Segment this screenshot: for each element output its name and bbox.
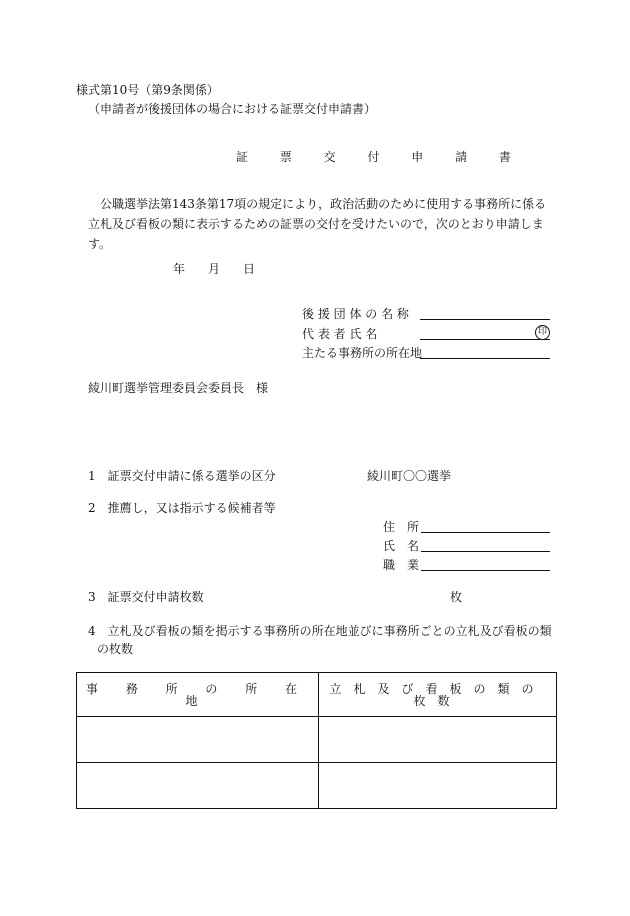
item1-label: 1 証票交付申請に係る選挙の区分 xyxy=(88,469,276,483)
item2-label: 2 推薦し，又は指示する候補者等 xyxy=(88,501,276,515)
header-sign-count: 立札及び看板の類の枚数 xyxy=(319,673,557,717)
org-name-field[interactable] xyxy=(420,319,550,320)
date-year: 年 xyxy=(173,262,186,276)
office-address-field[interactable] xyxy=(420,358,550,359)
offices-table xyxy=(76,672,557,809)
candidate-name-label: 氏 名 xyxy=(383,539,420,553)
form-title: 証 票 交 付 申 請 書 xyxy=(236,150,525,164)
form-number: 様式第10号（第9条関係） xyxy=(76,83,219,97)
item4-label-line1: 4 立札及び看板の類を掲示する事務所の所在地並びに事務所ごとの立札及び看板の類 xyxy=(88,624,552,638)
date-month: 月 xyxy=(208,262,221,276)
table-row xyxy=(77,717,557,763)
addressee: 綾川町選挙管理委員会委員長 様 xyxy=(88,381,269,395)
candidate-occupation-label: 職 業 xyxy=(383,558,420,572)
rep-name-label: 代 表 者 氏 名 xyxy=(302,327,378,341)
date-day: 日 xyxy=(243,262,256,276)
sign-count-cell[interactable] xyxy=(319,717,557,763)
candidate-address-field[interactable] xyxy=(421,532,550,533)
rep-name-field[interactable] xyxy=(420,339,550,340)
sign-count-cell[interactable] xyxy=(319,763,557,809)
office-address-label: 主たる事務所の所在地 xyxy=(302,346,423,360)
candidate-name-field[interactable] xyxy=(421,551,550,552)
body-text: 公職選挙法第143条第17項の規定により，政治活動のために使用する事務所に係る立札及び看板の類に表示するための証票の交付を受けたいので，次のとおり申請します。 xyxy=(88,197,547,251)
item3-label: 3 証票交付申請枚数 xyxy=(88,590,204,604)
header-office-address: 事 務 所 の 所 在 地 xyxy=(77,673,319,717)
candidate-occupation-field[interactable] xyxy=(421,570,550,571)
form-subtitle: （申請者が後援団体の場合における証票交付申請書） xyxy=(88,102,377,116)
office-address-cell[interactable] xyxy=(77,763,319,809)
body-paragraph xyxy=(88,194,558,254)
org-name-label: 後 援 団 体 の 名 称 xyxy=(302,307,409,321)
item4-label-line2: の枚数 xyxy=(97,642,134,656)
table-row xyxy=(77,763,557,809)
seal-mark: 印 xyxy=(535,325,550,340)
item3-unit: 枚 xyxy=(450,590,463,604)
office-address-cell[interactable] xyxy=(77,717,319,763)
item1-value: 綾川町〇〇選挙 xyxy=(367,469,452,483)
candidate-address-label: 住 所 xyxy=(383,520,420,534)
table-header-row xyxy=(77,673,557,717)
